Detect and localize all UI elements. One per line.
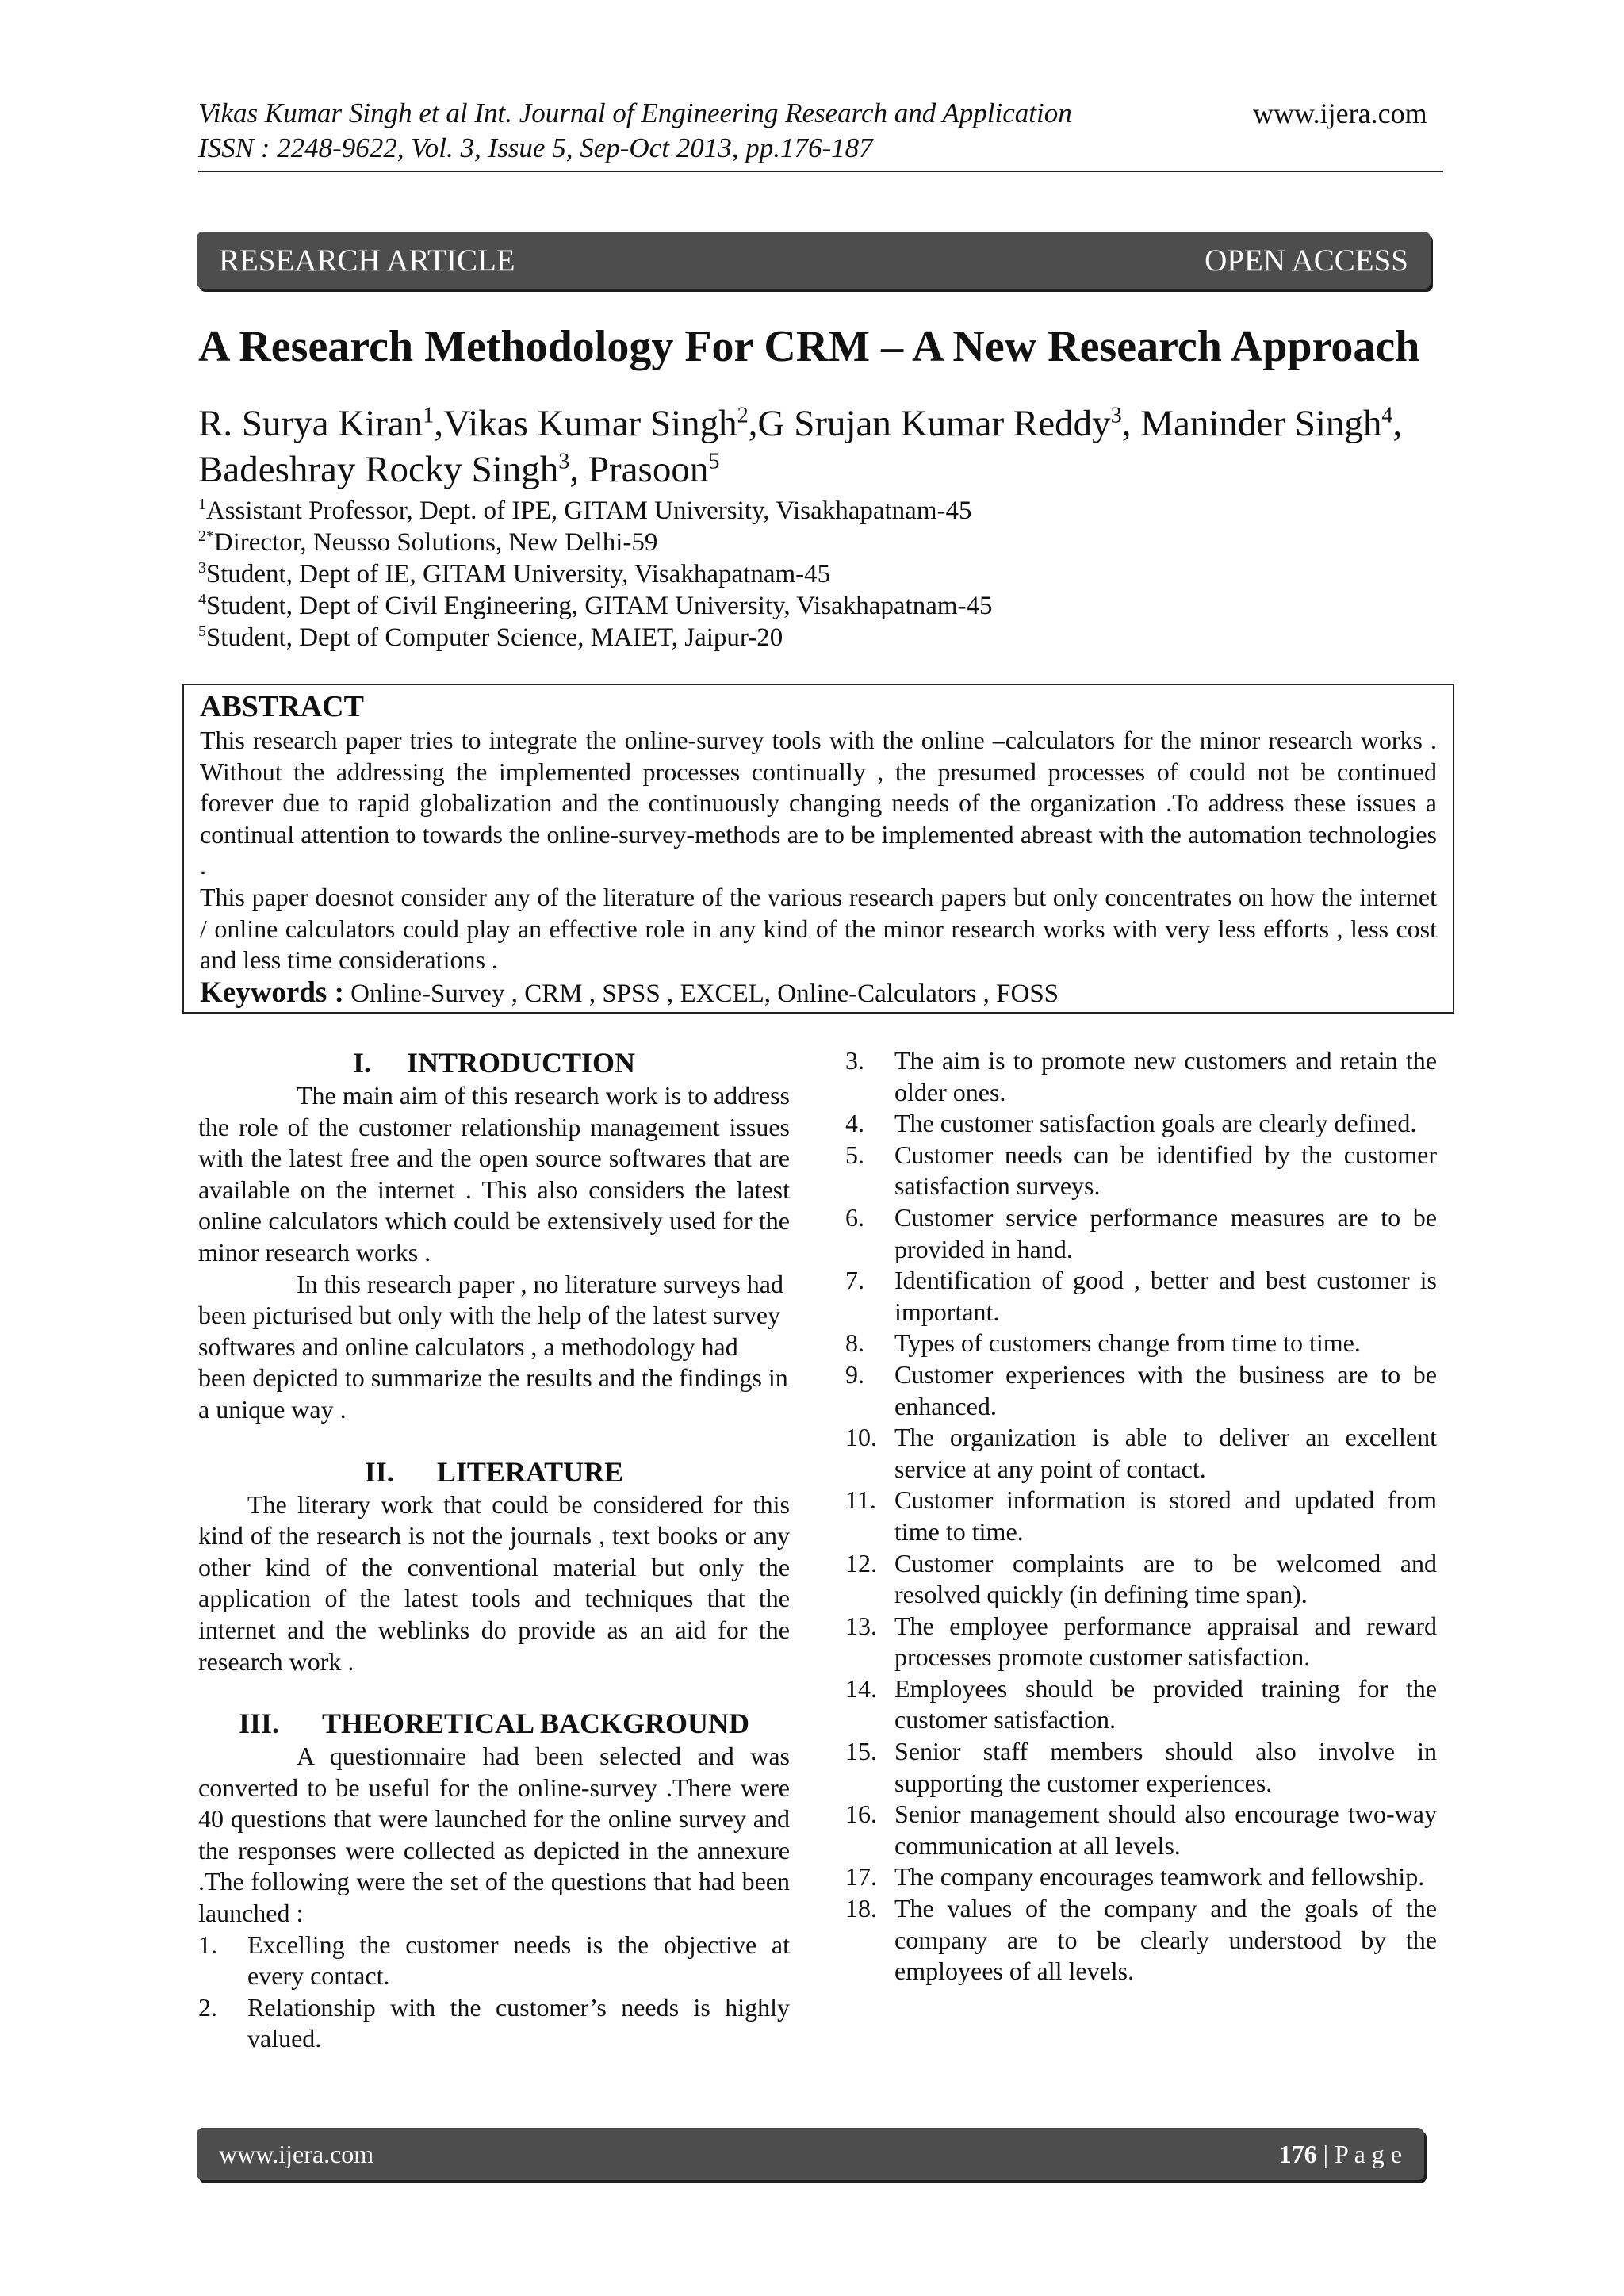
affiliation — [198, 495, 971, 527]
author-sup: 3 — [558, 449, 570, 474]
body-paragraph: A questionnaire had been selected and was converted to be useful for the online-survey .There were 40 questions that were launched for the online survey and the responses were collected as depicted in the annexure .The following were the set of the questions that had been launched : — [198, 1742, 790, 1928]
section-number: I. — [352, 1047, 371, 1079]
list-text: Types of customers change from time to time. — [894, 1328, 1361, 1358]
list-number: 12. — [845, 1548, 877, 1577]
affiliation-sup: 2* — [198, 527, 214, 545]
affiliation-text: Assistant Professor, Dept. of IPE, GITAM University, Visakhapatnam-45 — [205, 496, 972, 525]
body-paragraph: The main aim of this research work is to address the role of the customer relationship management issues with the latest free and the open source softwares that are available on the internet . This also considers the latest online calculators which could be extensively used for the minor research works . — [198, 1081, 790, 1267]
keywords-line — [200, 976, 1437, 1010]
list-item — [845, 1611, 1437, 1673]
affiliation — [198, 527, 657, 558]
author-name: Maninder Singh — [1140, 403, 1382, 444]
list-text: Identification of good , better and best customer is important. — [894, 1266, 1437, 1326]
right-column — [845, 1045, 1437, 1987]
list-number: 18. — [845, 1894, 877, 1923]
article-type-banner — [197, 232, 1431, 289]
list-text: Customer service performance measures are to be provided in hand. — [894, 1202, 1437, 1263]
author-name: Prasoon — [588, 449, 709, 490]
list-text: Senior staff members should also involve in supporting the customer experiences. — [894, 1737, 1437, 1797]
list-item — [845, 1422, 1437, 1485]
list-item — [845, 1328, 1437, 1359]
keywords-label: Keywords : — [200, 976, 344, 1009]
author-sup: 2 — [737, 403, 749, 428]
author-sup: 4 — [1381, 403, 1393, 428]
list-item — [845, 1485, 1437, 1547]
list-item — [845, 1893, 1437, 1987]
list-number: 9. — [845, 1359, 864, 1389]
abstract-box — [182, 684, 1454, 1014]
list-item — [845, 1673, 1437, 1736]
list-text: The aim is to promote new customers and retain the older ones. — [894, 1046, 1437, 1106]
author-name: R. Surya Kiran — [198, 403, 423, 444]
section-title: THEORETICAL BACKGROUND — [321, 1708, 750, 1740]
list-number: 15. — [845, 1737, 877, 1766]
list-number: 16. — [845, 1800, 877, 1829]
paper-title: A Research Methodology For CRM – A New Research Approach — [198, 322, 1420, 371]
list-item — [845, 1736, 1437, 1799]
list-item — [198, 1992, 790, 2055]
journal-header-line: Vikas Kumar Singh et al Int. Journal of Engineering Research and Application — [198, 98, 1072, 128]
affiliation-sup: 1 — [198, 496, 206, 513]
list-number: 13. — [845, 1611, 877, 1640]
header-website: www.ijera.com — [1253, 98, 1427, 129]
list-text: The company encourages teamwork and fellowship. — [894, 1862, 1425, 1892]
list-text: Excelling the customer needs is the objective at every contact. — [247, 1930, 790, 1991]
list-text: The employee performance appraisal and reward processes promote customer satisfaction. — [894, 1611, 1437, 1672]
list-number: 5. — [845, 1140, 864, 1169]
author-name: Vikas Kumar Singh — [443, 403, 737, 444]
list-text: Senior management should also encourage two-way communication at all levels. — [894, 1800, 1437, 1860]
list-text: Customer complaints are to be welcomed and resolved quickly (in defining time span). — [894, 1548, 1437, 1609]
affiliation-text: Student, Dept of Computer Science, MAIET, Jaipur-20 — [205, 623, 783, 652]
affiliation-sup: 3 — [198, 559, 206, 577]
list-item — [845, 1359, 1437, 1422]
list-number: 6. — [845, 1202, 864, 1232]
affiliation — [198, 590, 993, 622]
section-heading-theoretical-background — [198, 1706, 790, 1741]
keywords-list: Online-Survey , CRM , SPSS , EXCEL, Online-Calculators , FOSS — [350, 979, 1059, 1008]
page-word: | P a g e — [1323, 2139, 1402, 2168]
affiliation — [198, 558, 830, 590]
list-item — [198, 1930, 790, 1992]
list-number: 7. — [845, 1266, 864, 1295]
list-text: Customer information is stored and updated from time to time. — [894, 1485, 1437, 1546]
header-rule — [198, 171, 1443, 172]
section-number: II. — [364, 1455, 394, 1488]
list-text: Relationship with the customer’s needs is highly valued. — [247, 1992, 790, 2053]
list-text: The organization is able to deliver an excellent service at any point of contact. — [894, 1423, 1437, 1483]
page-number-label — [1279, 2140, 1402, 2169]
page-number: 176 — [1278, 2139, 1317, 2168]
list-number: 17. — [845, 1862, 877, 1892]
list-text: The customer satisfaction goals are clearly defined. — [894, 1109, 1417, 1138]
section-heading-literature — [198, 1455, 790, 1489]
author-sup: 1 — [423, 403, 435, 428]
author-sup: 5 — [708, 449, 720, 474]
left-column — [198, 1045, 790, 2055]
body-paragraph: In this research paper , no literature surveys had been picturised but only with the help of the latest survey softwares and online calculators , a methodology had been depicted to summarize the results and the findings in a unique way . — [198, 1269, 788, 1424]
list-item — [845, 1140, 1437, 1202]
author-name: Badeshray Rocky Singh — [198, 449, 559, 490]
section-number: III. — [238, 1708, 279, 1740]
abstract-paragraph: This research paper tries to integrate the online-survey tools with the online –calculators for the minor research works . Without the addressing the implemented processes continually , the presumed processes of could not be continued forever due to rapid globalization and the continuously changing needs of the organization .To address these issues a continual attention to towards the online-survey-methods are to be implemented abreast with the automation technologies . — [200, 726, 1437, 880]
abstract-paragraph: This paper doesnot consider any of the literature of the various research papers but only concentrates on how the internet / online calculators could play an effective role in any kind of the minor research works with very less efforts , less cost and less time considerations . — [200, 882, 1437, 975]
list-number: 3. — [845, 1046, 864, 1075]
list-text: The values of the company and the goals of the company are to be clearly understood by the employees of all levels. — [894, 1894, 1437, 1986]
affiliation-sup: 4 — [198, 591, 206, 608]
list-item — [845, 1202, 1437, 1265]
list-item — [845, 1861, 1437, 1893]
footer-website: www.ijera.com — [219, 2139, 374, 2168]
section-heading-introduction — [198, 1045, 790, 1080]
section-title: LITERATURE — [436, 1455, 624, 1488]
affiliation-sup: 5 — [198, 623, 206, 640]
list-number: 1. — [198, 1930, 217, 1959]
author-name: G Srujan Kumar Reddy — [757, 403, 1111, 444]
issn-header-line: ISSN : 2248-9622, Vol. 3, Issue 5, Sep-Oct 2013, pp.176-187 — [198, 132, 873, 163]
body-paragraph: The literary work that could be considered for this kind of the research is not the journals , text books or any other kind of the conventional material but only the application of the latest tools and techniques that the internet and the weblinks do provide as an aid for the research work . — [198, 1489, 790, 1676]
affiliation-text: Student, Dept of Civil Engineering, GITAM University, Visakhapatnam-45 — [205, 592, 993, 620]
list-item — [845, 1548, 1437, 1611]
author-sup: 3 — [1110, 403, 1122, 428]
list-item — [845, 1799, 1437, 1861]
affiliation-text: Director, Neusso Solutions, New Delhi-59 — [213, 528, 658, 557]
list-number: 2. — [198, 1992, 217, 2022]
list-item — [845, 1045, 1437, 1108]
list-number: 14. — [845, 1673, 877, 1703]
page-footer — [197, 2128, 1424, 2180]
list-item — [845, 1265, 1437, 1328]
list-number: 4. — [845, 1109, 864, 1138]
open-access-label: OPEN ACCESS — [1205, 243, 1408, 278]
list-text: Customer needs can be identified by the customer satisfaction surveys. — [894, 1140, 1437, 1201]
list-number: 10. — [845, 1423, 877, 1452]
list-text: Employees should be provided training for the customer satisfaction. — [894, 1673, 1437, 1734]
list-number: 8. — [845, 1328, 864, 1358]
section-title: INTRODUCTION — [406, 1047, 636, 1079]
list-item — [845, 1108, 1437, 1140]
author-list: R. Surya Kiran$^1$,Vikas Kumar Singh$^2$,G Srujan Kumar Reddy$^3$, Maninder Singh$^4$, Badeshray Rocky Singh$^3$, Prasoon$^5$ — [198, 403, 1403, 490]
affiliation-text: Student, Dept of IE, GITAM University, Visakhapatnam-45 — [205, 560, 831, 588]
list-number: 11. — [845, 1485, 876, 1515]
research-article-label: RESEARCH ARTICLE — [219, 243, 515, 278]
abstract-heading: ABSTRACT — [200, 690, 364, 723]
affiliation — [198, 622, 783, 654]
list-text: Customer experiences with the business are to be enhanced. — [894, 1359, 1437, 1420]
